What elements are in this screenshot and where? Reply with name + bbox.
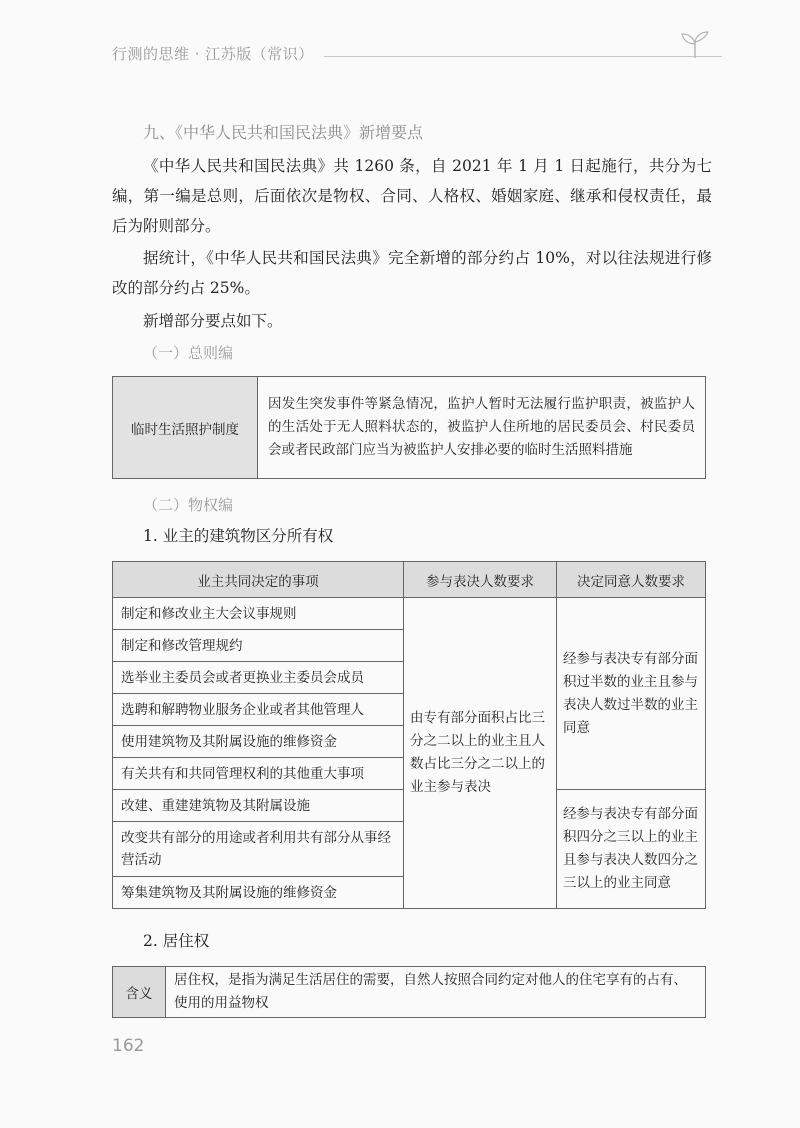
matter-cell: 有关共有和共同管理权利的其他重大事项 xyxy=(113,758,404,790)
matter-cell: 筹集建筑物及其附属设施的维修资金 xyxy=(113,877,404,909)
column-header: 参与表决人数要求 xyxy=(404,562,557,598)
residence-table xyxy=(112,966,706,1018)
participation-requirement: 由专有部分面积占比三分之二以上的业主且人数占比三分之二以上的业主参与表决 xyxy=(404,598,557,909)
intro-paragraph: 《中华人民共和国民法典》共 1260 条，自 2021 年 1 月 1 日起施行，共分为七编，第一编是总则，后面依次是物权、合同、人格权、婚姻家庭、继承和侵权责任，最后为附则部分。 xyxy=(112,157,712,235)
residence-label: 含义 xyxy=(113,967,166,1018)
residence-heading: 2. 居住权 xyxy=(143,932,210,950)
book-title: 行测的思维 · 江苏版（常识） xyxy=(112,44,314,63)
sprout-icon xyxy=(678,30,712,60)
matter-cell: 改建、重建建筑物及其附属设施 xyxy=(113,790,404,822)
matter-cell: 改变共有部分的用途或者利用共有部分从事经营活动 xyxy=(113,822,404,877)
matter-cell: 选聘和解聘物业服务企业或者其他管理人 xyxy=(113,694,404,726)
matter-cell: 制定和修改业主大会议事规则 xyxy=(113,598,404,630)
temporary-care-label: 临时生活照护制度 xyxy=(113,377,258,479)
temporary-care-content: 因发生突发事件等紧急情况，监护人暂时无法履行监护职责，被监护人的生活处于无人照料状态的，被监护人住所地的居民委员会、村民委员会或者民政部门应当为被监护人安排必要的临时生活照料措施 xyxy=(258,377,706,479)
general-part-heading: （一）总则编 xyxy=(143,344,234,362)
page-number: 162 xyxy=(112,1036,145,1056)
property-part-heading: （二）物权编 xyxy=(143,496,234,514)
lead-in-paragraph: 新增部分要点如下。 xyxy=(143,312,283,330)
matter-cell: 选举业主委员会或者更换业主委员会成员 xyxy=(113,662,404,694)
running-header xyxy=(112,38,722,68)
three-quarters-consent-requirement: 经参与表决专有部分面积四分之三以上的业主且参与表决人数四分之三以上的业主同意 xyxy=(557,790,706,909)
majority-consent-requirement: 经参与表决专有部分面积过半数的业主且参与表决人数过半数的业主同意 xyxy=(557,598,706,790)
section-heading: 九、《中华人民共和国民法典》新增要点 xyxy=(143,123,424,142)
header-rule xyxy=(324,56,722,57)
column-header: 决定同意人数要求 xyxy=(557,562,706,598)
matter-cell: 制定和修改管理规约 xyxy=(113,630,404,662)
residence-content: 居住权，是指为满足生活居住的需要，自然人按照合同约定对他人的住宅享有的占有、使用的用益物权 xyxy=(166,967,706,1018)
statistics-paragraph: 据统计，《中华人民共和国民法典》完全新增的部分约占 10%，对以往法规进行修改的部分约占 25%。 xyxy=(112,249,712,297)
owner-decision-table xyxy=(112,561,706,909)
matter-cell: 使用建筑物及其附属设施的维修资金 xyxy=(113,726,404,758)
temporary-care-table xyxy=(112,376,706,479)
ownership-heading: 1. 业主的建筑物区分所有权 xyxy=(143,527,334,545)
column-header: 业主共同决定的事项 xyxy=(113,562,404,598)
